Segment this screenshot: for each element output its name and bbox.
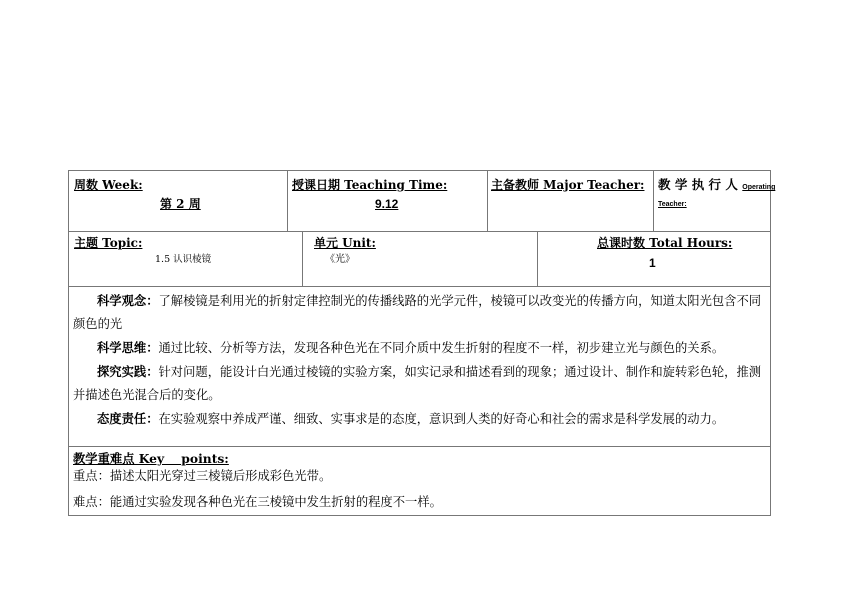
operating-teacher-label-en: Operating	[742, 184, 776, 191]
operating-teacher-label-en-2: Teacher:	[658, 201, 687, 208]
operating-teacher-label-cn: 教 学 执 行 人	[658, 177, 738, 192]
objective-science-concept	[73, 289, 767, 336]
objectives-section	[73, 289, 767, 431]
major-teacher-label: 主备教师 Major Teacher:	[491, 178, 645, 192]
objective-text: 了解棱镜是利用光的折射定律控制光的传播线路的光学元件，棱镜可以改变光的传播方向，知道太阳光包含不同颜色的光	[73, 294, 762, 331]
objective-science-thinking	[73, 336, 767, 360]
row-divider	[69, 231, 770, 232]
topic-value: 1.5 认识棱镜	[155, 254, 212, 265]
week-value: 第 2 周	[160, 197, 201, 211]
teaching-time-label: 授课日期 Teaching Time:	[292, 178, 448, 192]
objective-label: 探究实践：	[97, 364, 159, 379]
operating-teacher-label	[658, 177, 775, 196]
week-label: 周数 Week:	[74, 178, 143, 192]
objective-text: 针对问题，能设计白光通过棱镜的实验方案，如实记录和描述看到的现象；通过设计、制作和旋转彩色轮，推测并描述色光混合后的变化。	[73, 365, 762, 402]
lesson-plan-table	[68, 170, 776, 516]
col-divider	[537, 231, 538, 286]
key-points-heading: 教学重难点 Key points:	[73, 451, 229, 466]
objective-attitude-responsibility	[73, 407, 767, 431]
objective-label: 科学观念：	[97, 293, 159, 308]
unit-label: 单元 Unit:	[314, 236, 376, 250]
row-divider	[69, 446, 770, 447]
col-divider	[653, 171, 654, 231]
col-divider	[302, 231, 303, 286]
objective-text: 通过比较、分析等方法，发现各种色光在不同介质中发生折射的程度不一样，初步建立光与颜色的关系。	[158, 341, 725, 355]
total-hours-label: 总课时数 Total Hours:	[597, 236, 733, 250]
unit-value: 《光》	[325, 254, 355, 265]
objective-inquiry-practice	[73, 360, 767, 407]
teaching-time-value: 9.12	[375, 197, 399, 211]
objective-label: 科学思维：	[97, 340, 159, 355]
total-hours-value: 1	[649, 256, 656, 270]
col-divider	[287, 171, 288, 231]
key-points-section	[73, 451, 767, 513]
key-point-difficult: 难点：能通过实验发现各种色光在三棱镜中发生折射的程度不一样。	[73, 495, 442, 509]
row-divider	[69, 286, 770, 287]
key-point-important: 重点：描述太阳光穿过三棱镜后形成彩色光带。	[73, 469, 332, 483]
objective-text: 在实验观察中养成严谨、细致、实事求是的态度，意识到人类的好奇心和社会的需求是科学发展的动力。	[158, 412, 725, 426]
topic-label: 主题 Topic:	[74, 236, 143, 250]
col-divider	[487, 171, 488, 231]
objective-label: 态度责任：	[97, 411, 159, 426]
